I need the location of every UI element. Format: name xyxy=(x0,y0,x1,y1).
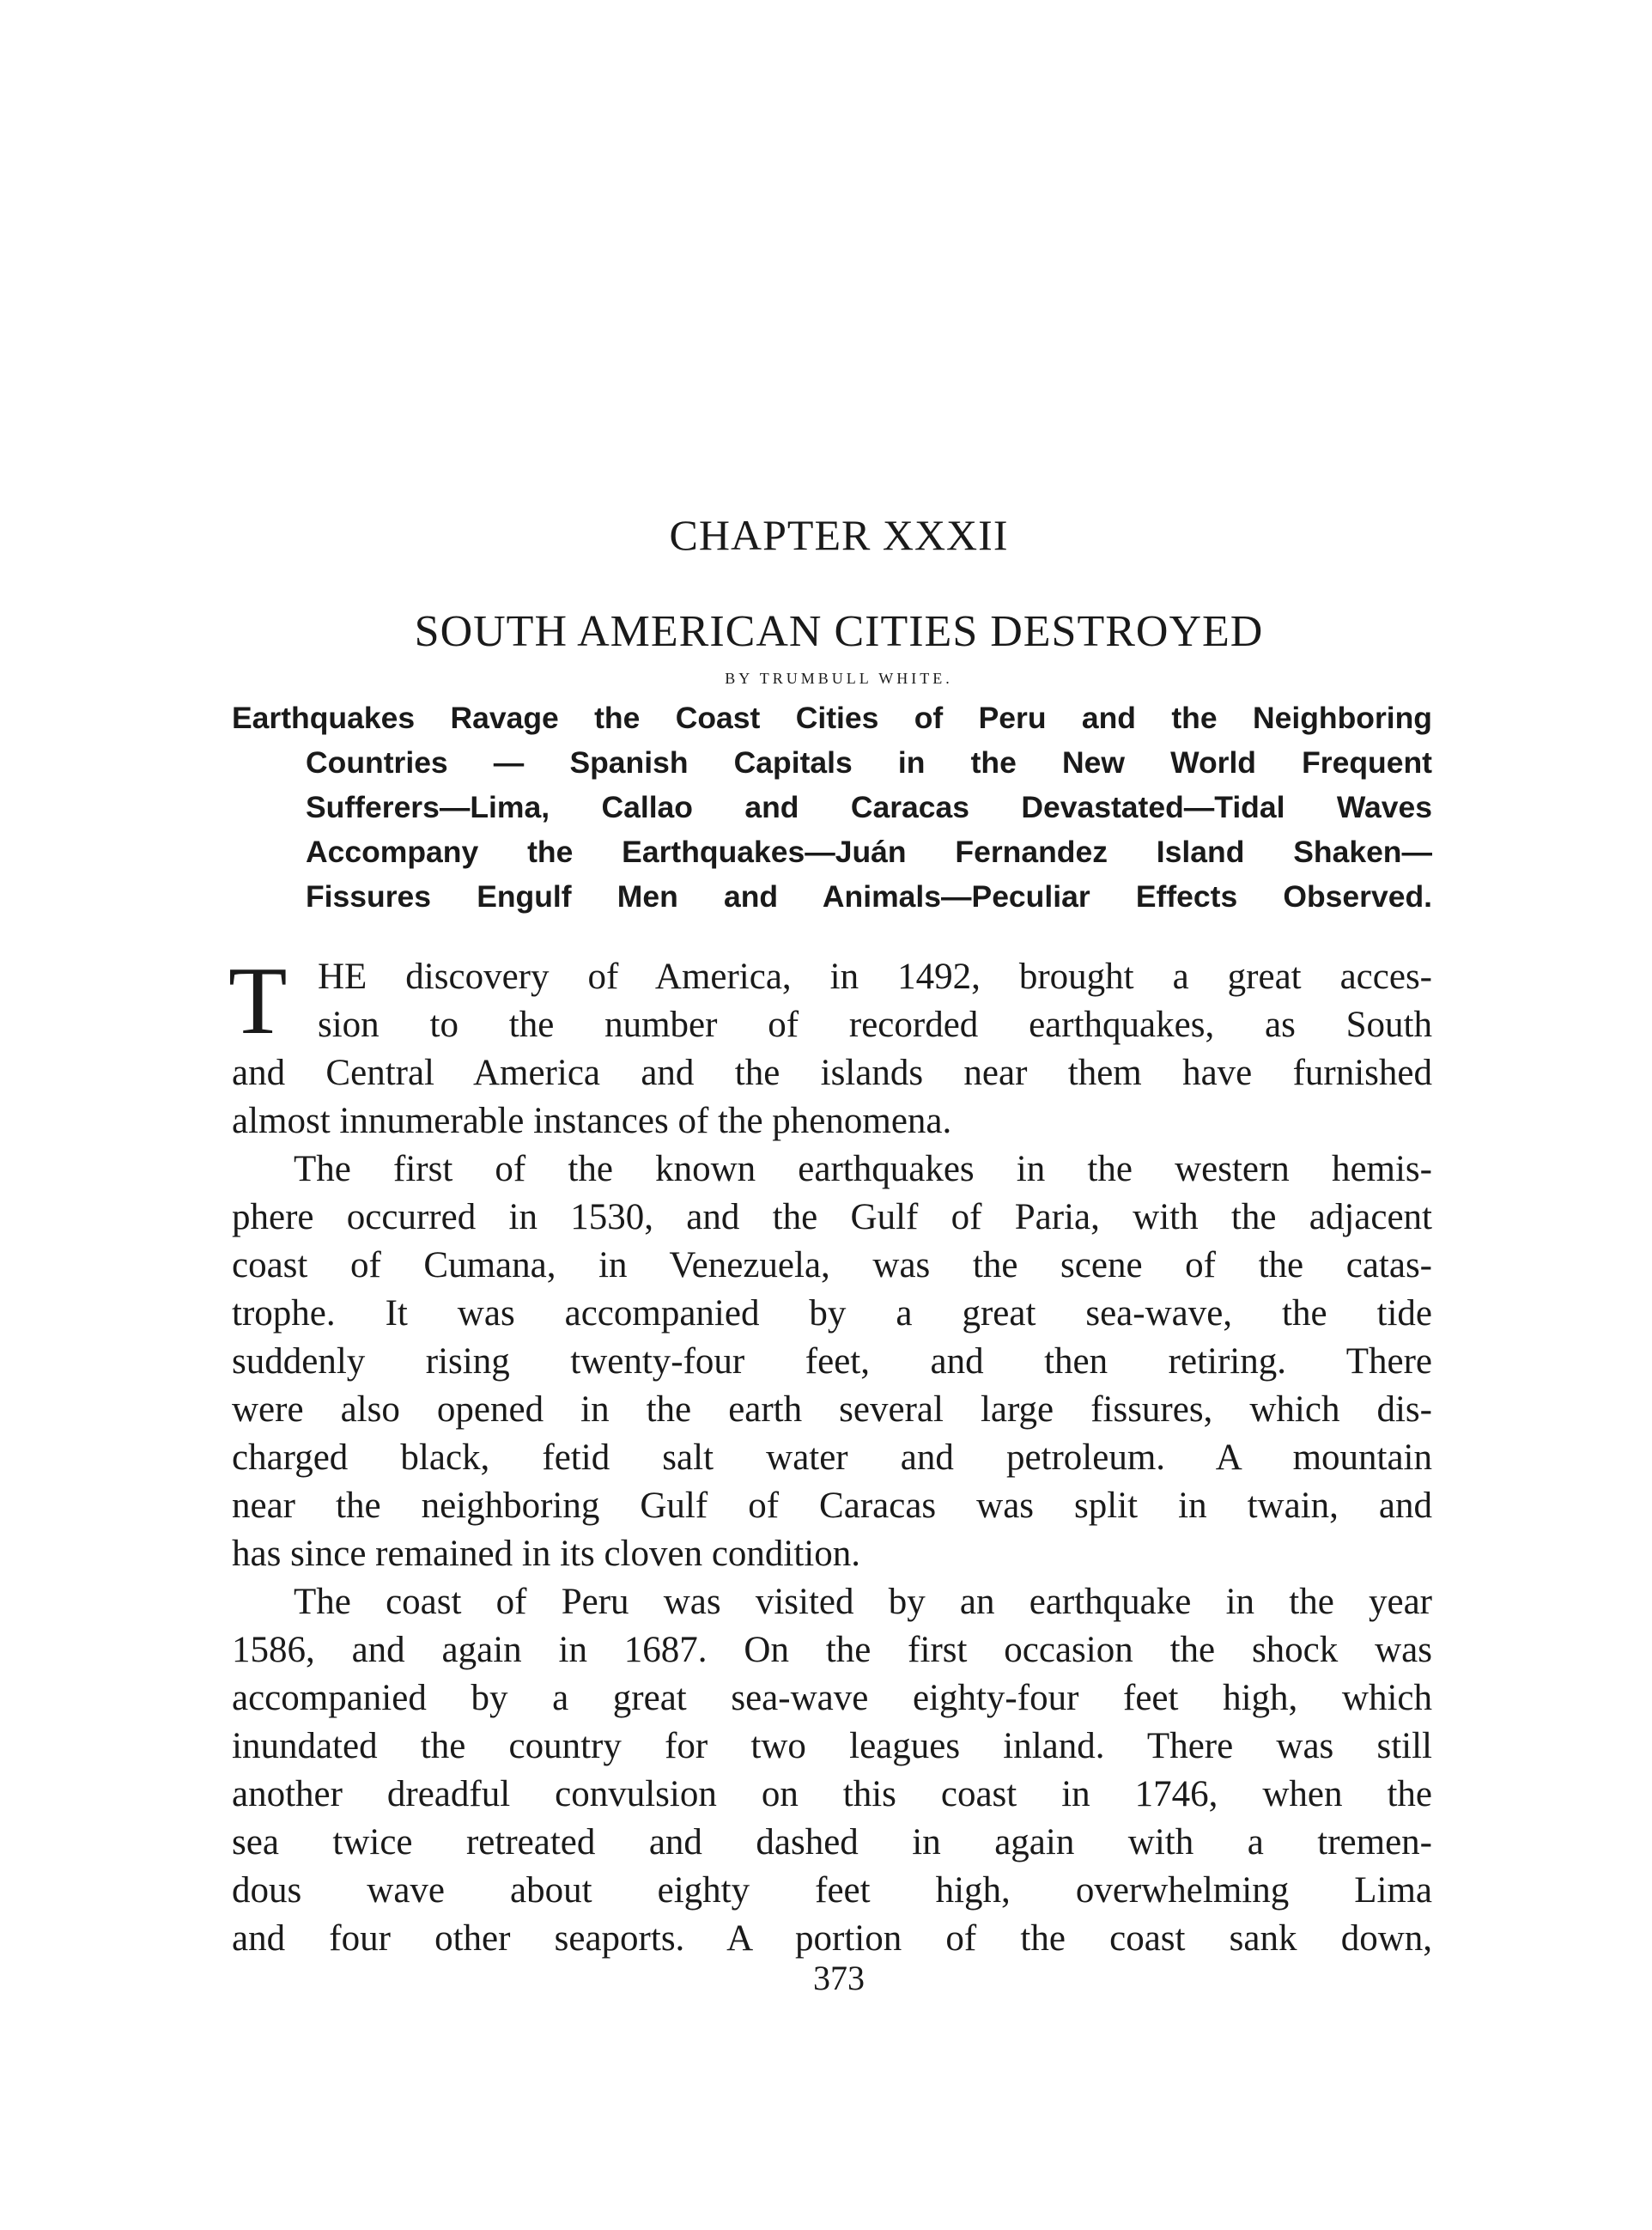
chapter-title: SOUTH AMERICAN CITIES DESTROYED xyxy=(414,607,1264,656)
text-line: sea twice retreated and dashed in again with a tremen- xyxy=(232,1822,1432,1862)
page-number: 373 xyxy=(813,1959,865,1997)
chapter-number: CHAPTER XXXII xyxy=(669,511,1009,559)
author-byline: BY TRUMBULL WHITE. xyxy=(725,670,953,687)
text-line: phere occurred in 1530, and the Gulf of Paria, with the adjacent xyxy=(232,1197,1432,1237)
body-text xyxy=(228,948,1432,1963)
text-line: 1586, and again in 1687. On the first occasion the shock was xyxy=(232,1630,1432,1670)
text-line: inundated the country for two leagues inland. There was still xyxy=(232,1726,1432,1766)
text-line: were also opened in the earth several large fissures, which dis- xyxy=(232,1389,1432,1430)
text-line: has since remained in its cloven condition. xyxy=(232,1534,861,1574)
text-line: charged black, fetid salt water and petroleum. A mountain xyxy=(232,1437,1432,1478)
chapter-summary xyxy=(232,696,1432,919)
text-line: coast of Cumana, in Venezuela, was the scene of the catas- xyxy=(232,1245,1432,1285)
summary-line: Fissures Engulf Men and Animals—Peculiar Effects Observed. xyxy=(306,879,1432,914)
text-line: suddenly rising twenty-four feet, and then retiring. There xyxy=(232,1341,1432,1382)
drop-cap: T xyxy=(228,948,288,1054)
text-line: The first of the known earthquakes in the western hemis- xyxy=(294,1149,1432,1189)
text-line: trophe. It was accompanied by a great sea-wave, the tide xyxy=(232,1293,1432,1334)
text-line: HE discovery of America, in 1492, brought a great acces- xyxy=(318,957,1432,997)
summary-line: Countries — Spanish Capitals in the New World Frequent xyxy=(306,745,1432,780)
summary-line: Accompany the Earthquakes—Juán Fernandez Island Shaken— xyxy=(306,835,1432,869)
summary-line: Sufferers—Lima, Callao and Caracas Devastated—Tidal Waves xyxy=(306,790,1432,824)
text-line: almost innumerable instances of the phenomena. xyxy=(232,1101,952,1141)
text-line: sion to the number of recorded earthquakes, as South xyxy=(318,1005,1432,1045)
summary-line: Earthquakes Ravage the Coast Cities of Peru and the Neighboring xyxy=(232,701,1432,735)
text-line: and four other seaports. A portion of the coast sank down, xyxy=(232,1918,1432,1959)
text-line: and Central America and the islands near them have furnished xyxy=(232,1053,1432,1093)
text-line: accompanied by a great sea-wave eighty-four feet high, which xyxy=(232,1678,1432,1718)
text-line: another dreadful convulsion on this coast in 1746, when the xyxy=(232,1774,1432,1814)
text-line: The coast of Peru was visited by an earthquake in the year xyxy=(294,1582,1432,1622)
text-line: dous wave about eighty feet high, overwhelming Lima xyxy=(232,1870,1432,1911)
text-line: near the neighboring Gulf of Caracas was split in twain, and xyxy=(232,1486,1432,1526)
